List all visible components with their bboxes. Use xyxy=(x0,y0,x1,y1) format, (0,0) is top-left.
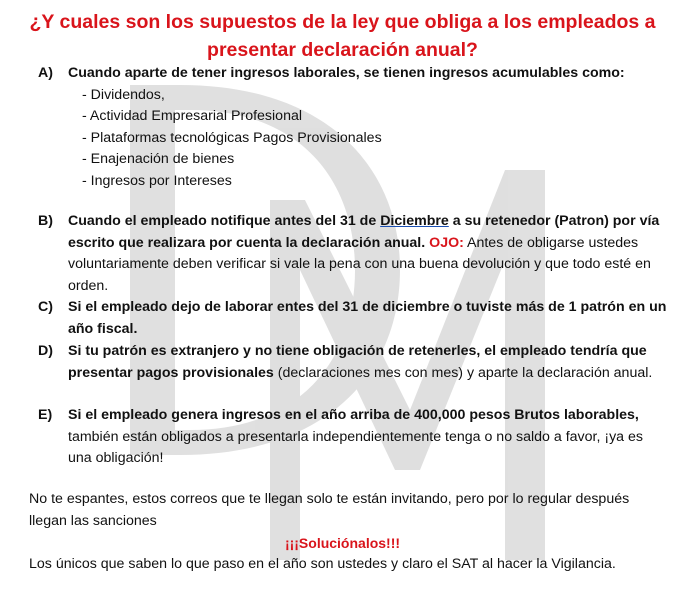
list-item: - Dividendos, xyxy=(82,86,165,103)
item-a-text: Cuando aparte de tener ingresos laborales, se tienen ingresos acumulables como: xyxy=(68,65,625,81)
item-d-normal: (declaraciones mes con mes) y aparte la declaración anual. xyxy=(273,364,653,381)
item-b-underlined: Diciembre xyxy=(380,213,449,229)
footer-paragraph-1: No te espantes, estos correos que te llegan solo te están invitando, pero por lo regular después llegan las sanciones xyxy=(29,491,630,529)
item-letter: E) xyxy=(38,407,53,423)
item-letter: A) xyxy=(38,65,53,81)
footer-paragraph-2: Los únicos que saben lo que paso en el año son ustedes y claro el SAT al hacer la Vigilancia. xyxy=(29,556,616,572)
item-e-normal: también están obligados a presentarla independientemente tenga o no saldo a favor, ¡ya es una obligación! xyxy=(68,428,643,466)
ojo-label: OJO: xyxy=(429,234,464,251)
item-b-bold-1: Cuando el empleado notifique antes del 31 de xyxy=(68,213,381,229)
item-letter: B) xyxy=(38,213,53,229)
item-b-bold-2: a su retenedor (Patron) por vía escrito que realizara por cuenta la declaración anual. xyxy=(68,213,660,251)
item-letter: C) xyxy=(38,299,53,315)
list-item: - Enajenación de bienes xyxy=(82,151,235,167)
item-b-normal: Antes de obligarse ustedes voluntariamente deben verificar si vale la pena con una buena devolución y que todo esté en orden. xyxy=(68,234,651,294)
list-item: - Plataformas tecnológicas Pagos Provisionales xyxy=(82,129,382,146)
list-item: - Ingresos por Intereses xyxy=(82,172,232,189)
item-c-text: Si el empleado dejo de laborar entes del 31 de diciembre o tuviste más de 1 patrón en un año fiscal. xyxy=(68,299,667,337)
item-letter: D) xyxy=(38,343,53,359)
item-d-bold: Si tu patrón es extranjero y no tiene obligación de retenerles, el empleado tendría que presentar pagos provisionales xyxy=(68,343,647,381)
callout-text: ¡¡¡Soluciónalos!!! xyxy=(284,535,401,551)
page-title: ¿Y cuales son los supuestos de la ley que obliga a los empleados a presentar declaración anual? xyxy=(29,11,656,61)
list-item: - Actividad Empresarial Profesional xyxy=(82,108,303,124)
item-e-bold: Si el empleado genera ingresos en el año arriba de 400,000 pesos Brutos laborables, xyxy=(68,407,639,423)
